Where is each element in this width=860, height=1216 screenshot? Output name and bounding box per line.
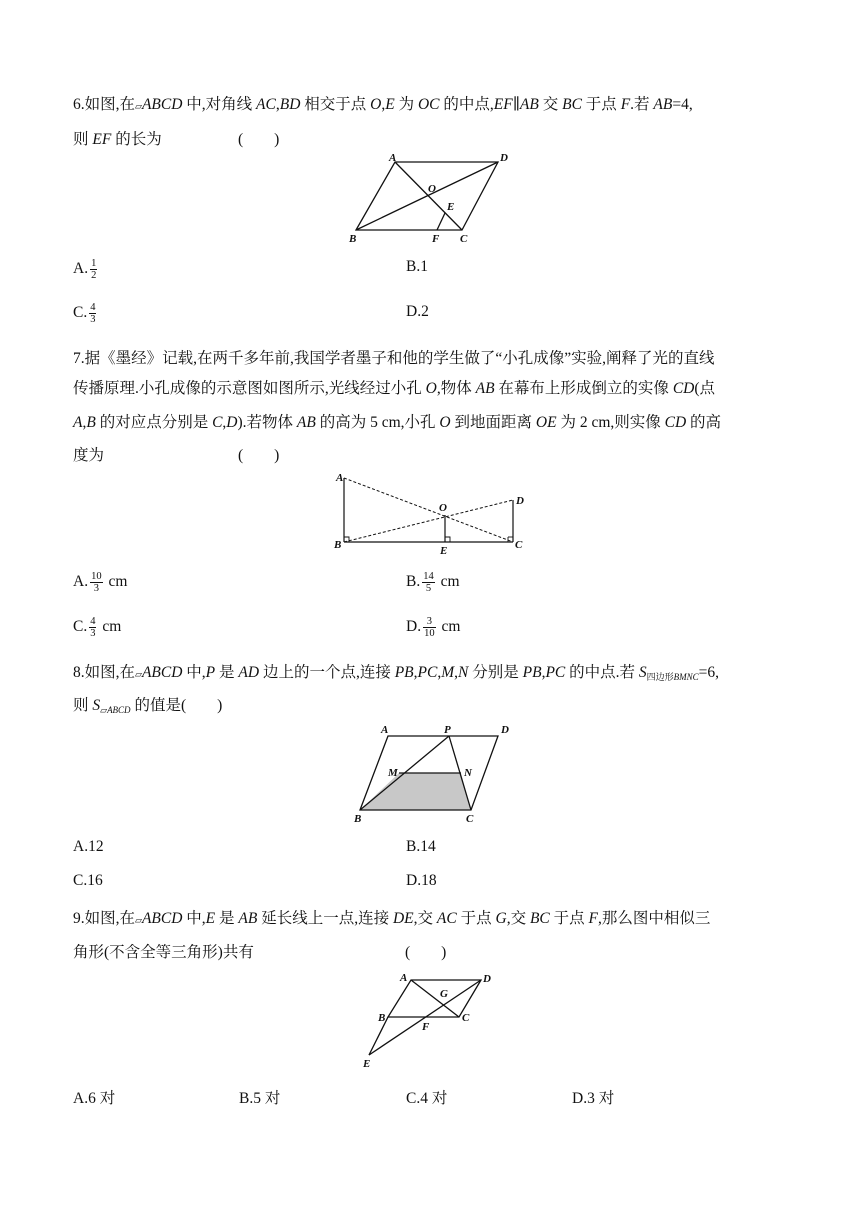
q9-option-c[interactable]: C.4 对: [406, 1090, 448, 1107]
q9-stem-line1: 9.如图,在▱ABCD 中,E 是 AB 延长线上一点,连接 DE,交 AC 于点 G,交 BC 于点 F,那么图中相似三: [73, 910, 711, 927]
q7-label-a: A: [336, 472, 344, 484]
q6-label-d: D: [500, 152, 508, 164]
q9-option-a[interactable]: A.6 对: [73, 1090, 116, 1107]
q7-option-b[interactable]: B. $\frac{14}{5}$ cm: [406, 571, 460, 594]
q8-label-c: C: [466, 813, 474, 825]
q7-label-o: O: [439, 502, 447, 514]
q8-stem-line1: 8.如图,在▱ABCD 中,P 是 AD 边上的一个点,连接 PB,PC,M,N 分别是 PB,PC 的中点.若 $S_{四边形BMNC}=6$,: [73, 664, 720, 682]
q9-label-e: E: [363, 1058, 371, 1070]
q9-option-d[interactable]: D.3 对: [572, 1090, 615, 1107]
q7-option-d[interactable]: D. $\frac{3}{10}$ cm: [406, 616, 461, 639]
q9-figure: [355, 968, 515, 1073]
q7-ray-bd: [344, 500, 513, 542]
q6-label-a: A: [389, 152, 397, 164]
q6-label-f: F: [432, 233, 440, 245]
q6-label-b: B: [349, 233, 357, 245]
q6-option-a[interactable]: A. $\frac{1}{2}$: [73, 258, 97, 281]
q6-label-o: O: [428, 183, 436, 195]
q9-label-a: A: [400, 972, 408, 984]
q8-label-p: P: [444, 724, 451, 736]
q8-option-d[interactable]: D.18: [406, 872, 437, 889]
q8-label-n: N: [464, 767, 472, 779]
q9-label-d: D: [483, 973, 491, 985]
q6-option-b[interactable]: B.1: [406, 258, 428, 275]
q7-label-c: C: [515, 539, 523, 551]
q6-answer-blank: ( ): [238, 131, 280, 148]
q7-option-c[interactable]: C. $\frac{4}{3}$ cm: [73, 616, 122, 639]
q8-option-c[interactable]: C.16: [73, 872, 103, 889]
q6-figure: [340, 150, 520, 250]
q6-stem-line2: 则 EF 的长为: [73, 131, 162, 148]
q6-diagonal-bd: [356, 162, 498, 230]
q7-stem-line2: 传播原理.小孔成像的示意图如图所示,光线经过小孔 O,物体 AB 在幕布上形成倒立的实像 CD(点: [73, 380, 716, 397]
q7-stem-line4: 度为: [73, 447, 105, 464]
q6-label-c: C: [460, 233, 468, 245]
q8-option-a[interactable]: A.12: [73, 838, 104, 855]
q8-label-d: D: [501, 724, 509, 736]
q8-label-b: B: [354, 813, 362, 825]
q6-label-e: E: [447, 201, 455, 213]
q8-label-m: M: [388, 767, 398, 779]
q7-label-e: E: [440, 545, 448, 557]
q9-label-f: F: [422, 1021, 430, 1033]
q7-ray-ac: [344, 478, 513, 542]
q9-stem-line2: 角形(不含全等三角形)共有: [73, 944, 254, 961]
q7-stem-line3: A,B 的对应点分别是 C,D).若物体 AB 的高为 5 cm,小孔 O 到地面距离 OE 为 2 cm,则实像 CD 的高: [73, 414, 722, 431]
q7-figure: [330, 470, 540, 560]
q9-label-g: G: [440, 988, 448, 1000]
q9-label-b: B: [378, 1012, 386, 1024]
q6-option-c[interactable]: C. $\frac{4}{3}$: [73, 302, 96, 325]
q8-option-b[interactable]: B.14: [406, 838, 436, 855]
q8-label-a: A: [381, 724, 389, 736]
q9-label-c: C: [462, 1012, 470, 1024]
q7-label-b: B: [334, 539, 342, 551]
q8-shaded-bmnc: [360, 773, 471, 810]
q9-answer-blank: ( ): [405, 944, 447, 961]
q8-stem-line2: 则 $S_{▱ABCD}$ 的值是( ): [73, 697, 223, 715]
q8-figure: [350, 720, 530, 830]
q6-option-d[interactable]: D.2: [406, 303, 429, 320]
q9-option-b[interactable]: B.5 对: [239, 1090, 281, 1107]
q7-label-d: D: [516, 495, 524, 507]
q7-option-a[interactable]: A. $\frac{10}{3}$ cm: [73, 571, 128, 594]
q7-answer-blank: ( ): [238, 447, 280, 464]
q7-stem-line1: 7.据《墨经》记载,在两千多年前,我国学者墨子和他的学生做了“小孔成像”实验,阐释了光的直线: [73, 350, 715, 367]
q6-segment-ef: [437, 213, 445, 230]
q6-stem-line1: 6.如图,在▱ABCD 中,对角线 AC,BD 相交于点 O,E 为 OC 的中点,EF∥AB 交 BC 于点 F.若 AB=4,: [73, 96, 693, 113]
